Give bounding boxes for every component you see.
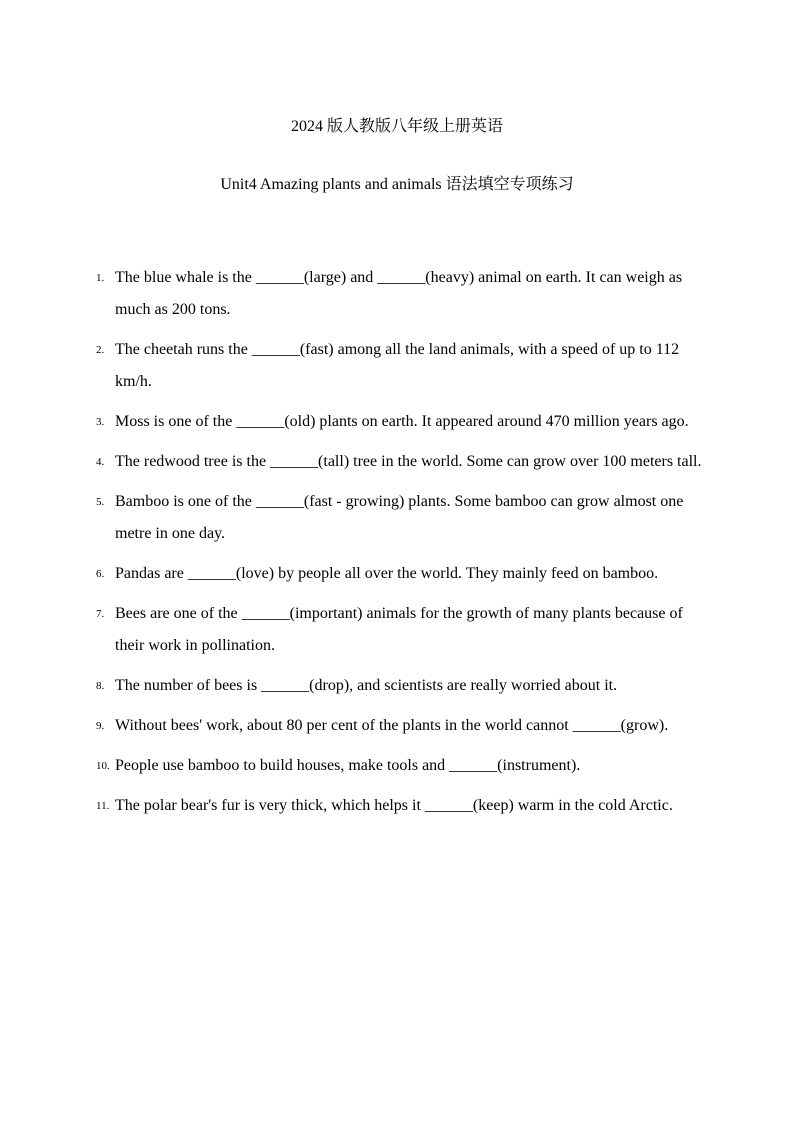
question-text: Without bees' work, about 80 per cent of the plants in the world cannot ______(grow).: [115, 717, 669, 734]
question-item: [96, 750, 706, 782]
question-text: Pandas are ______(love) by people all over the world. They mainly feed on bamboo.: [115, 565, 659, 582]
question-list: [96, 262, 706, 830]
question-text: People use bamboo to build houses, make tools and ______(instrument).: [115, 757, 581, 774]
question-number: 2.: [96, 344, 105, 356]
question-item: [96, 486, 706, 550]
question-text: Bamboo is one of the ______(fast - growing) plants. Some bamboo can grow almost one metre in one day.: [115, 493, 684, 542]
question-item: [96, 446, 706, 478]
question-number: 4.: [96, 456, 105, 468]
question-item: [96, 558, 706, 590]
question-number: 11.: [96, 800, 110, 812]
question-text: Moss is one of the ______(old) plants on earth. It appeared around 470 million years ago.: [115, 413, 689, 430]
question-text: The polar bear's fur is very thick, which helps it ______(keep) warm in the cold Arctic.: [115, 797, 673, 814]
question-text: The redwood tree is the ______(tall) tree in the world. Some can grow over 100 meters tall.: [115, 453, 702, 470]
question-text: Bees are one of the ______(important) animals for the growth of many plants because of their work in pollination.: [115, 605, 683, 654]
question-text: The blue whale is the ______(large) and ______(heavy) animal on earth. It can weigh as much as 200 tons.: [115, 269, 683, 318]
question-item: [96, 790, 706, 822]
question-item: [96, 670, 706, 702]
question-number: 10.: [96, 760, 110, 772]
question-item: [96, 262, 706, 326]
document-subtitle: Unit4 Amazing plants and animals 语法填空专项练习: [220, 176, 574, 193]
question-number: 1.: [96, 272, 105, 284]
question-item: [96, 710, 706, 742]
question-number: 7.: [96, 608, 105, 620]
question-number: 6.: [96, 568, 105, 580]
question-number: 9.: [96, 720, 105, 732]
question-number: 5.: [96, 496, 105, 508]
question-item: [96, 598, 706, 662]
question-number: 3.: [96, 416, 105, 428]
question-item: [96, 334, 706, 398]
question-number: 8.: [96, 680, 105, 692]
question-item: [96, 406, 706, 438]
document-title: 2024 版人教版八年级上册英语: [290, 118, 503, 135]
question-text: The number of bees is ______(drop), and scientists are really worried about it.: [115, 677, 618, 694]
question-text: The cheetah runs the ______(fast) among all the land animals, with a speed of up to 112 km/h.: [115, 341, 680, 390]
